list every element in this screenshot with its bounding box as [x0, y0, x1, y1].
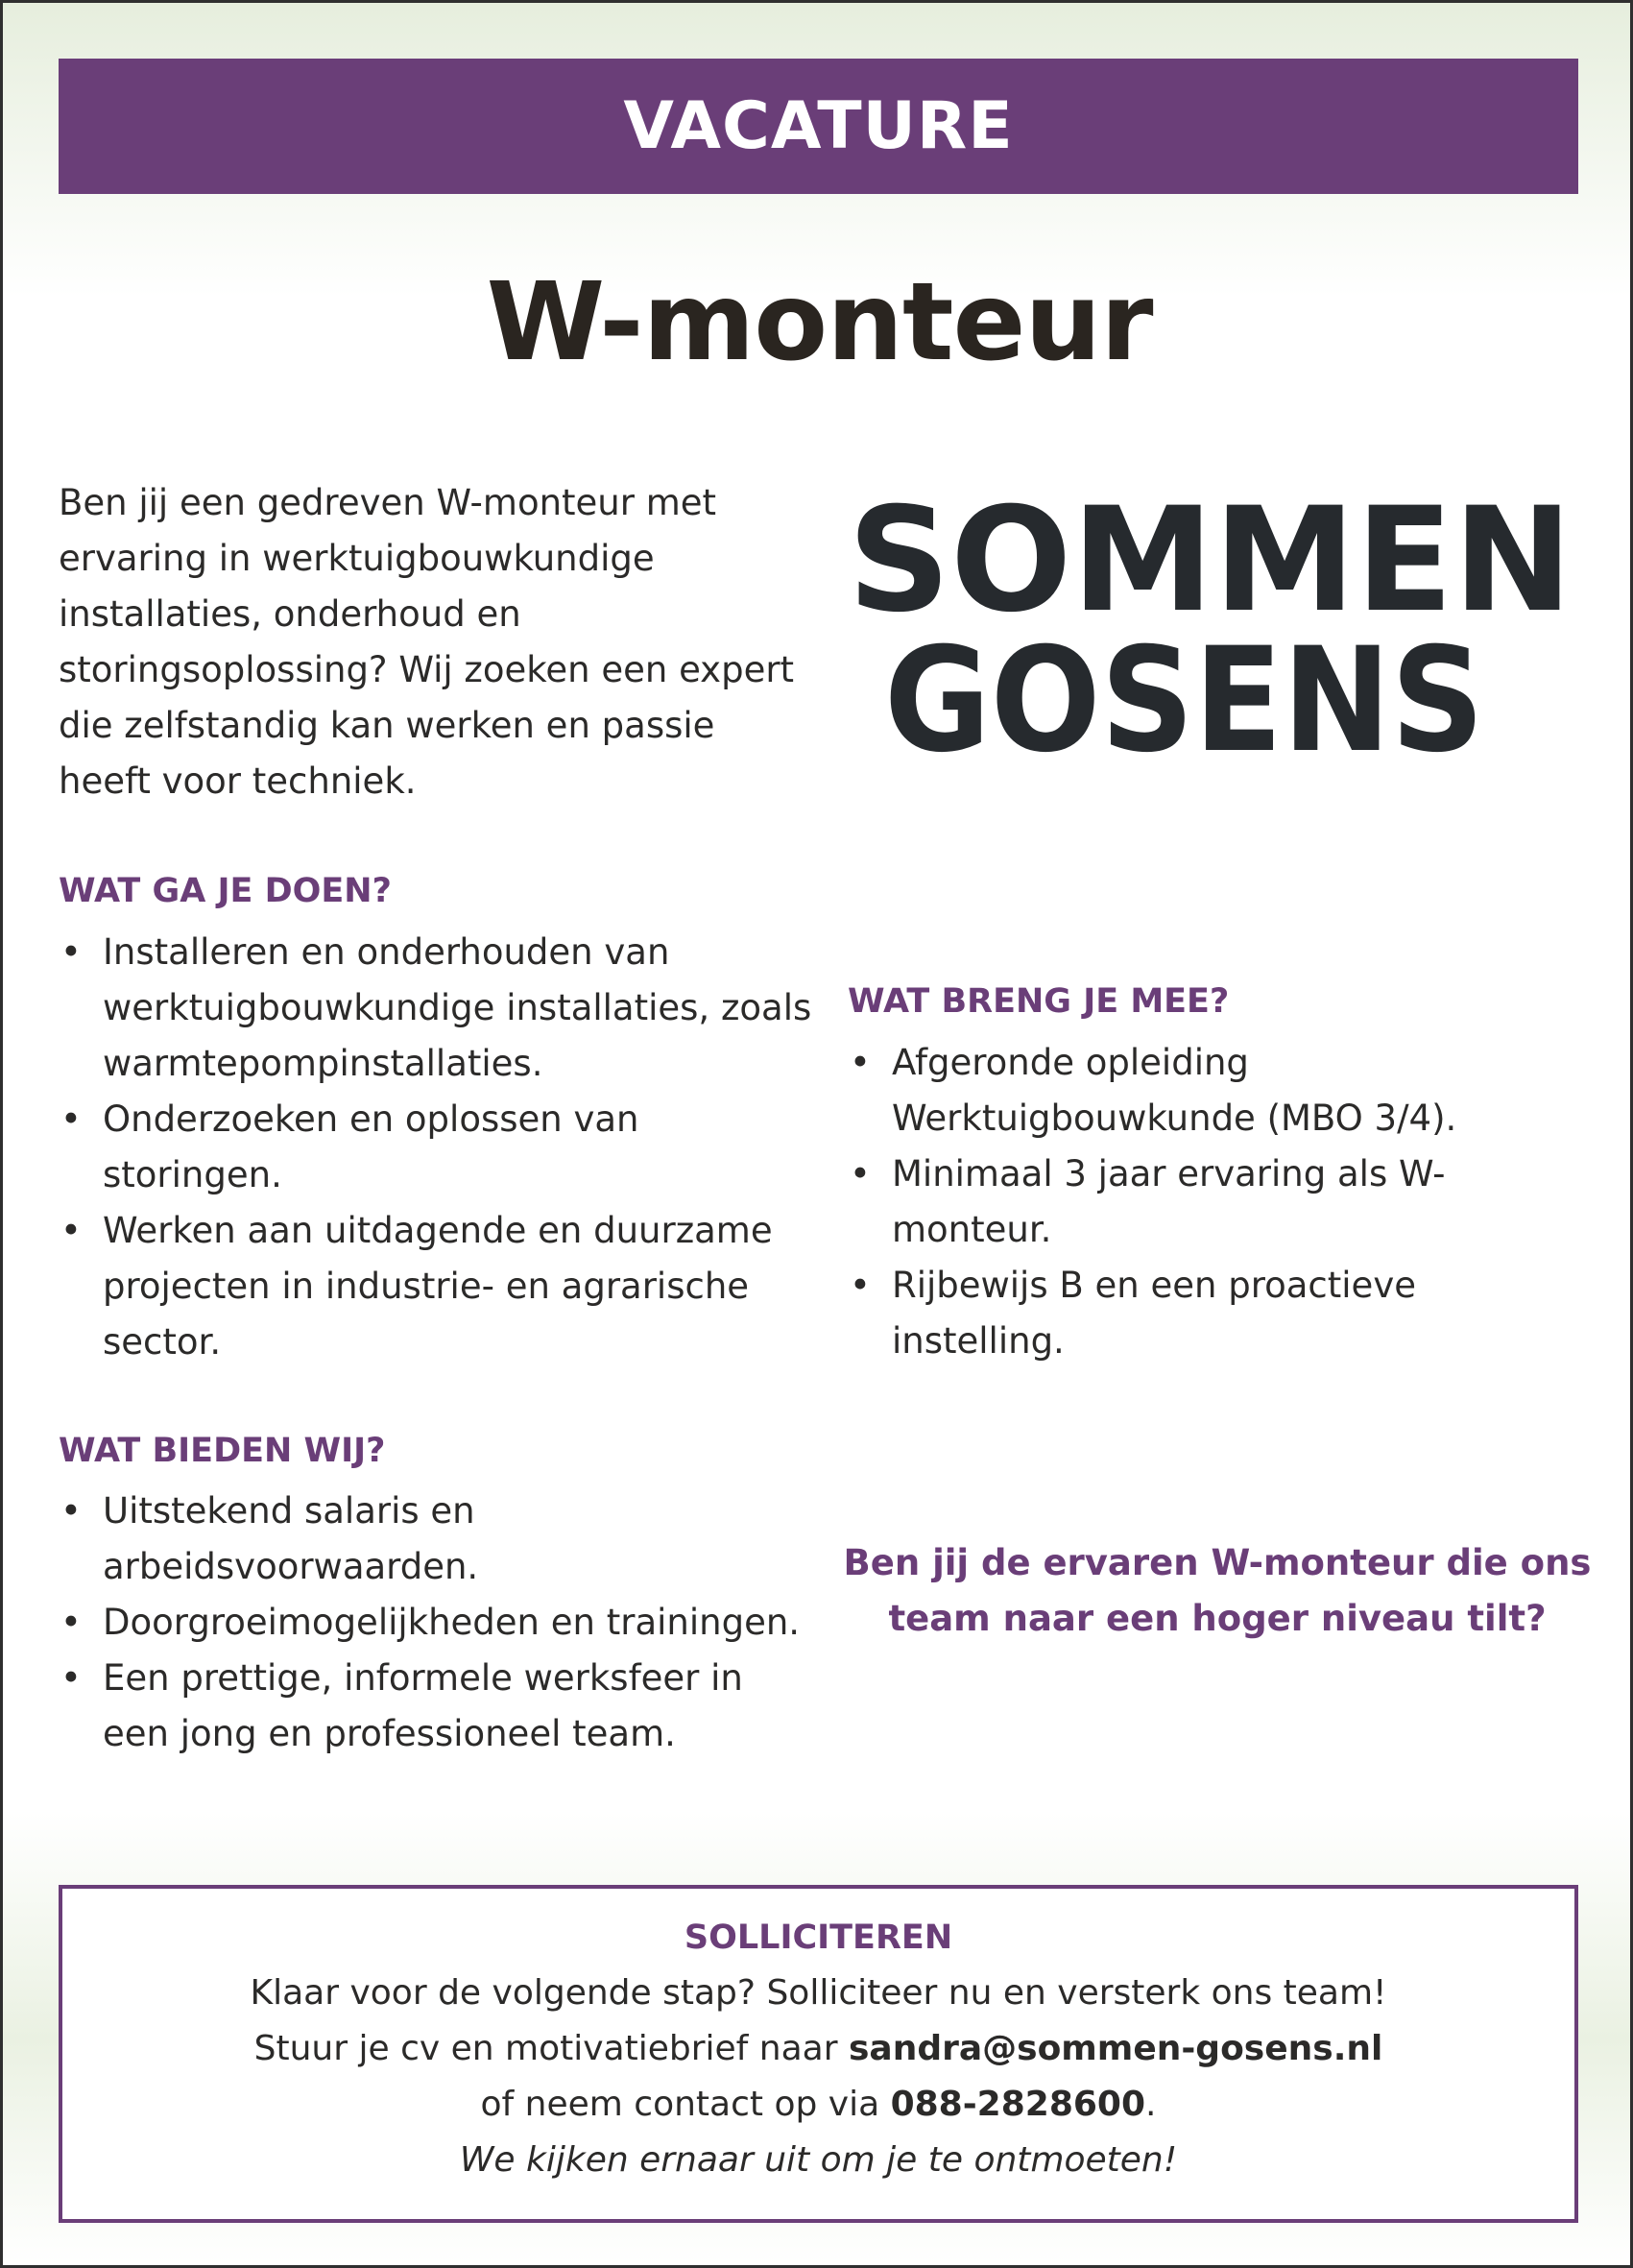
apply-box	[59, 1885, 1578, 2223]
banner-title: VACATURE	[623, 88, 1014, 164]
list-item: • Installeren en onderhouden van werktuigbouwkundige installaties, zoals warmtepompinstallaties.	[59, 925, 817, 1092]
apply-line-2	[62, 2021, 1574, 2077]
logo-text-line1: SOMMEN	[848, 488, 1573, 644]
email-link[interactable]: sandra@sommen-gosens.nl	[848, 2029, 1383, 2068]
callout-text: Ben jij de ervaren W-monteur die ons team naar een hoger niveau tilt?	[843, 1542, 1592, 1639]
apply-heading: SOLLICITEREN	[684, 1918, 953, 1957]
apply-closing: We kijken ernaar uit om je te ontmoeten!	[459, 2140, 1178, 2180]
company-logo	[848, 488, 1577, 776]
logo-text-line2: GOSENS	[884, 617, 1484, 776]
list-item: • Rijbewijs B en een proactieve instelling.	[848, 1258, 1577, 1369]
list-item: • Minimaal 3 jaar ervaring als W-monteur.	[848, 1146, 1577, 1258]
job-title: W-monteur	[486, 260, 1153, 385]
bieden-list	[59, 1484, 817, 1762]
header-banner	[59, 59, 1578, 194]
meebrengen-list	[848, 1035, 1577, 1369]
list-item: • Werken aan uitdagende en duurzame projecten in industrie- en agrarische sector.	[59, 1203, 817, 1370]
section-heading-bieden: WAT BIEDEN WIJ?	[59, 1432, 386, 1470]
apply-line-3-prefix: of neem contact op via	[480, 2085, 891, 2124]
intro-text: Ben jij een gedreven W-monteur met ervaring in werktuigbouwkundige installaties, onderhoud en storingsoplossing? Wij zoeken een expert die zelfstandig kan werken en passie heeft voor techniek.	[59, 482, 795, 802]
list-item: • Afgeronde opleiding Werktuigbouwkunde (MBO 3/4).	[848, 1035, 1577, 1146]
section-heading-meebrengen: WAT BRENG JE MEE?	[848, 982, 1230, 1021]
list-item: • Uitstekend salaris en arbeidsvoorwaarden.	[59, 1484, 817, 1595]
apply-line-1: Klaar voor de volgende stap? Solliciteer nu en versterk ons team!	[250, 1973, 1387, 2013]
apply-line-2-prefix: Stuur je cv en motivatiebrief naar	[253, 2029, 849, 2068]
section-heading-doen: WAT GA JE DOEN?	[59, 872, 392, 910]
list-item: • Onderzoeken en oplossen van storingen.	[59, 1092, 817, 1203]
list-item: • Doorgroeimogelijkheden en trainingen.	[59, 1595, 817, 1651]
doen-list	[59, 925, 817, 1370]
apply-line-3-suffix: .	[1145, 2085, 1157, 2124]
list-item: • Een prettige, informele werksfeer in een jong en professioneel team.	[59, 1651, 817, 1762]
phone-link[interactable]: 088-2828600	[890, 2085, 1146, 2124]
apply-line-3	[62, 2077, 1574, 2133]
